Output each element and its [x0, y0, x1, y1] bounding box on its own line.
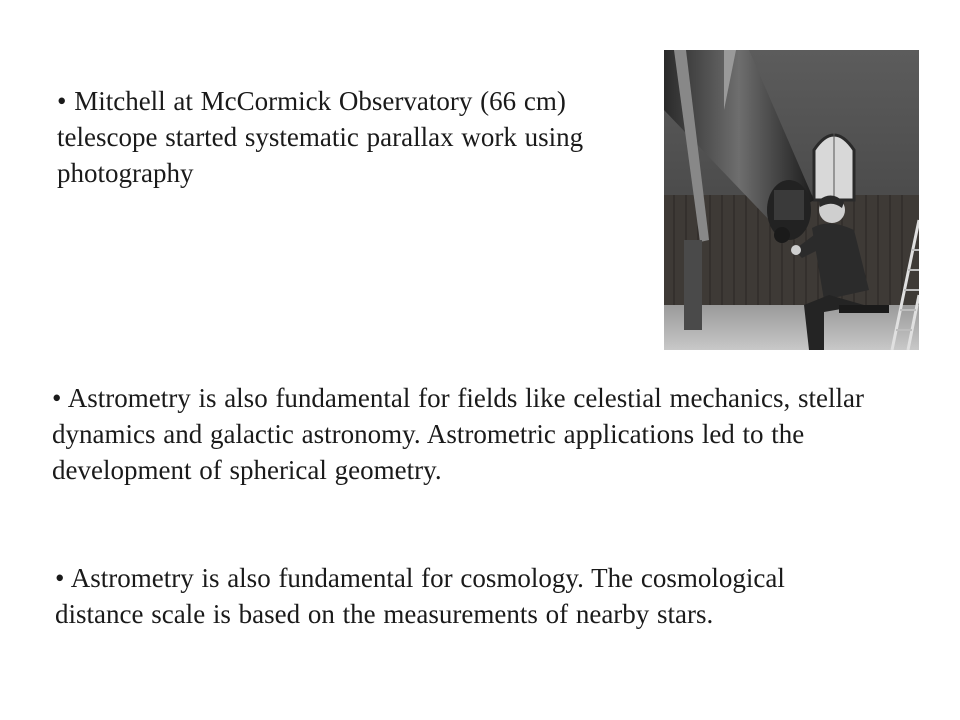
bullet-astrometry-cosmology: • Astrometry is also fundamental for cosmology. The cosmological distance scale is based on the measurements of nearby stars. [55, 563, 785, 629]
bullet-mitchell-parallax: • Mitchell at McCormick Observatory (66 cm) telescope started systematic parallax work using photography [57, 86, 584, 188]
bullet-astrometry-fields: • Astrometry is also fundamental for fields like celestial mechanics, stellar dynamics and galactic astronomy. Astrometric applications led to the development of spherical geometry. [52, 383, 864, 485]
telescope-observer-photo [664, 50, 919, 350]
